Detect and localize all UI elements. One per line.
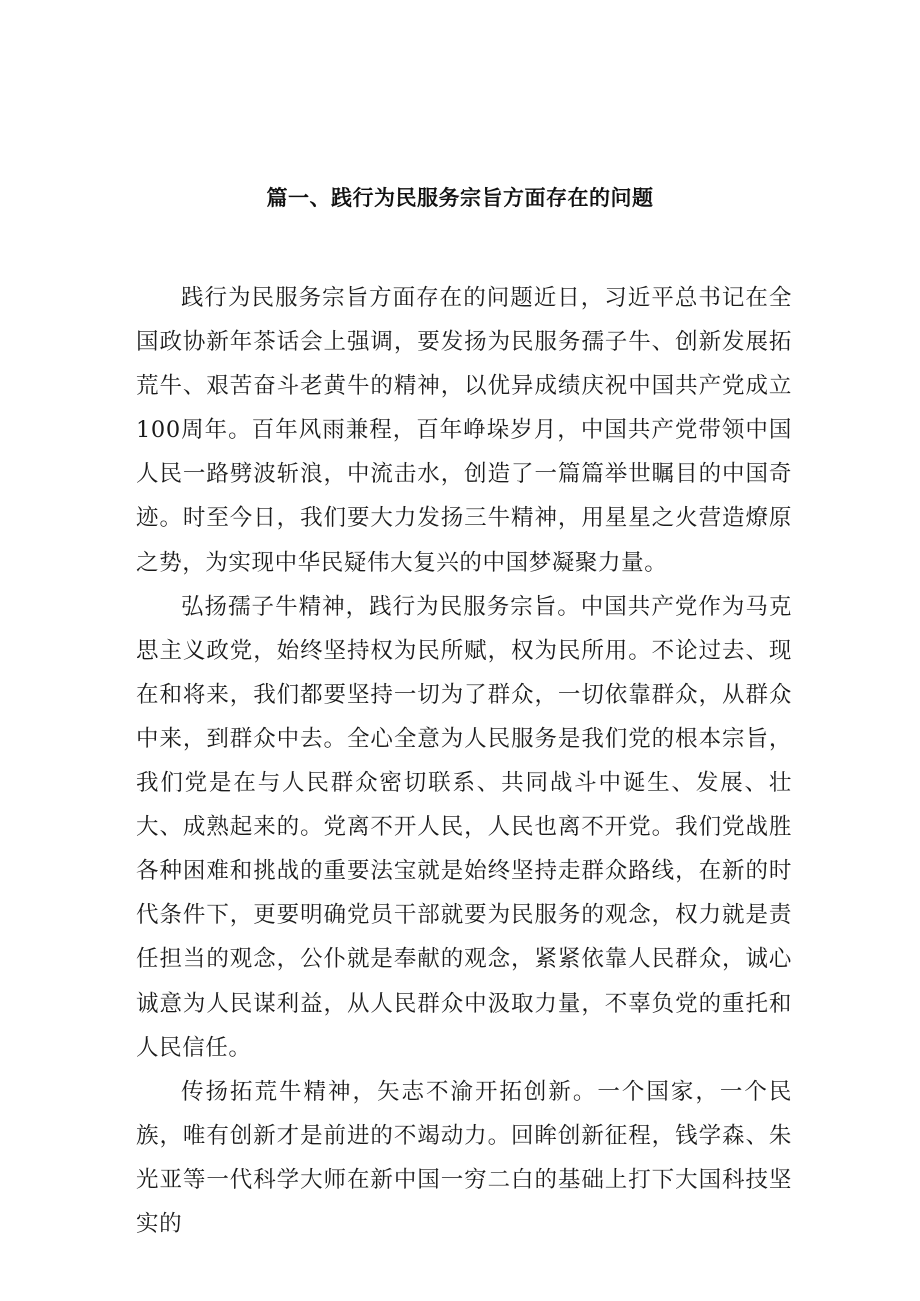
paragraph-2: 弘扬孺子牛精神，践行为民服务宗旨。中国共产党作为马克思主义政党，始终坚持权为民所赋，权为民所用。不论过去、现在和将来，我们都要坚持一切为了群众，一切依靠群众，从群众中来，到群众中去。全心全意为人民服务是我们党的根本宗旨，我们党是在与人民群众密切联系、共同战斗中诞生、发展、壮大、成熟起来的。党离不开人民，人民也离不开党。我们党战胜各种困难和挑战的重要法宝就是始终坚持走群众路线，在新的时代条件下，更要明确党员干部就要为民服务的观念，权力就是责任担当的观念，公仆就是奉献的观念，紧紧依靠人民群众，诚心诚意为人民谋利益，从人民群众中汲取力量，不辜负党的重托和人民信任。 xyxy=(136,593,792,1061)
paragraph-1: 践行为民服务宗旨方面存在的问题近日，习近平总书记在全国政协新年茶话会上强调，要发扬为民服务孺子牛、创新发展拓荒牛、艰苦奋斗老黄牛的精神，以优异成绩庆祝中国共产党成立100周年。百年风雨兼程，百年峥垛岁月，中国共产党带领中国人民一路劈波斩浪，中流击水，创造了一篇篇举世瞩目的中国奇迹。时至今日，我们要大力发扬三牛精神，用星星之火营造燎原之势，为实现中华民疑伟大复兴的中国梦凝聚力量。 xyxy=(136,285,792,576)
document-body xyxy=(136,276,792,1246)
document-title: 篇一、践行为民服务宗旨方面存在的问题 xyxy=(266,186,654,210)
paragraph-3: 传扬拓荒牛精神，矢志不渝开拓创新。一个国家，一个民族，唯有创新才是前进的不竭动力。回眸创新征程，钱学森、朱光亚等一代科学大师在新中国一穷二白的基础上打下大国科技坚实的 xyxy=(136,1078,792,1237)
